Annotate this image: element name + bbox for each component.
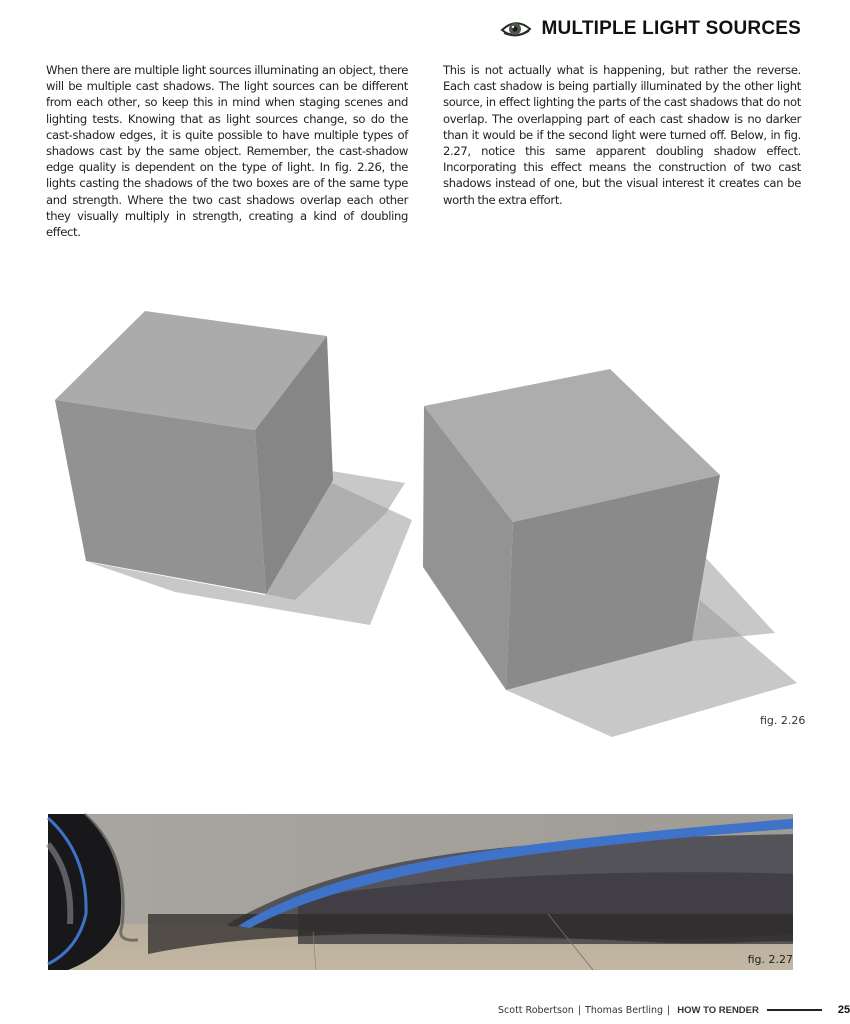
section-title: MULTIPLE LIGHT SOURCES — [541, 18, 801, 39]
footer-author-1: Scott Robertson — [498, 1004, 574, 1016]
page-footer — [498, 1004, 850, 1016]
footer-separator: | — [667, 1004, 671, 1016]
footer-book-title: HOW TO RENDER — [677, 1004, 759, 1016]
figure-2-27-car-photo — [48, 814, 801, 970]
footer-separator: | — [577, 1004, 582, 1016]
footer-rule — [767, 1009, 822, 1010]
body-paragraph-right: This is not actually what is happening, but rather the reverse. Each cast shadow is being partially illuminated by the other light source, in effect lighting the parts of the cast shadows that do not overlap. The overlapping part of each cast shadow is no darker than it would be if the second light were turned off. Below, in fig. 2.27, notice this same apparent doubling shadow effect. Incorporating this effect means the construction of two cast shadows instead of one, but the visual interest it creates can be worth the extra effort. — [443, 63, 801, 207]
car-sill-illustration — [48, 814, 801, 970]
page-number: 25 — [837, 1004, 850, 1016]
body-paragraph-left: When there are multiple light sources illuminating an object, there will be multiple cast shadows. The light sources can be different from each other, so keep this in mind when staging scenes and lighting tests. Knowing that as light sources change, so do the cast-shadow edges, it is quite possible to have multiple types of shadows cast by the same object. Remember, the cast-shadow edge quality is dependent on the type of light. In fig. 2.26, the lights casting the shadows of the two boxes are of the same type and strength. Where the two cast shadows overlap each other they visually multiply in strength, creating a kind of doubling effect. — [46, 63, 408, 240]
figure-caption-2-27: fig. 2.27 — [747, 953, 793, 966]
figure-caption-2-26: fig. 2.26 — [760, 714, 806, 727]
cube1-front-face — [55, 400, 266, 594]
footer-author-2: Thomas Bertling — [585, 1004, 664, 1016]
